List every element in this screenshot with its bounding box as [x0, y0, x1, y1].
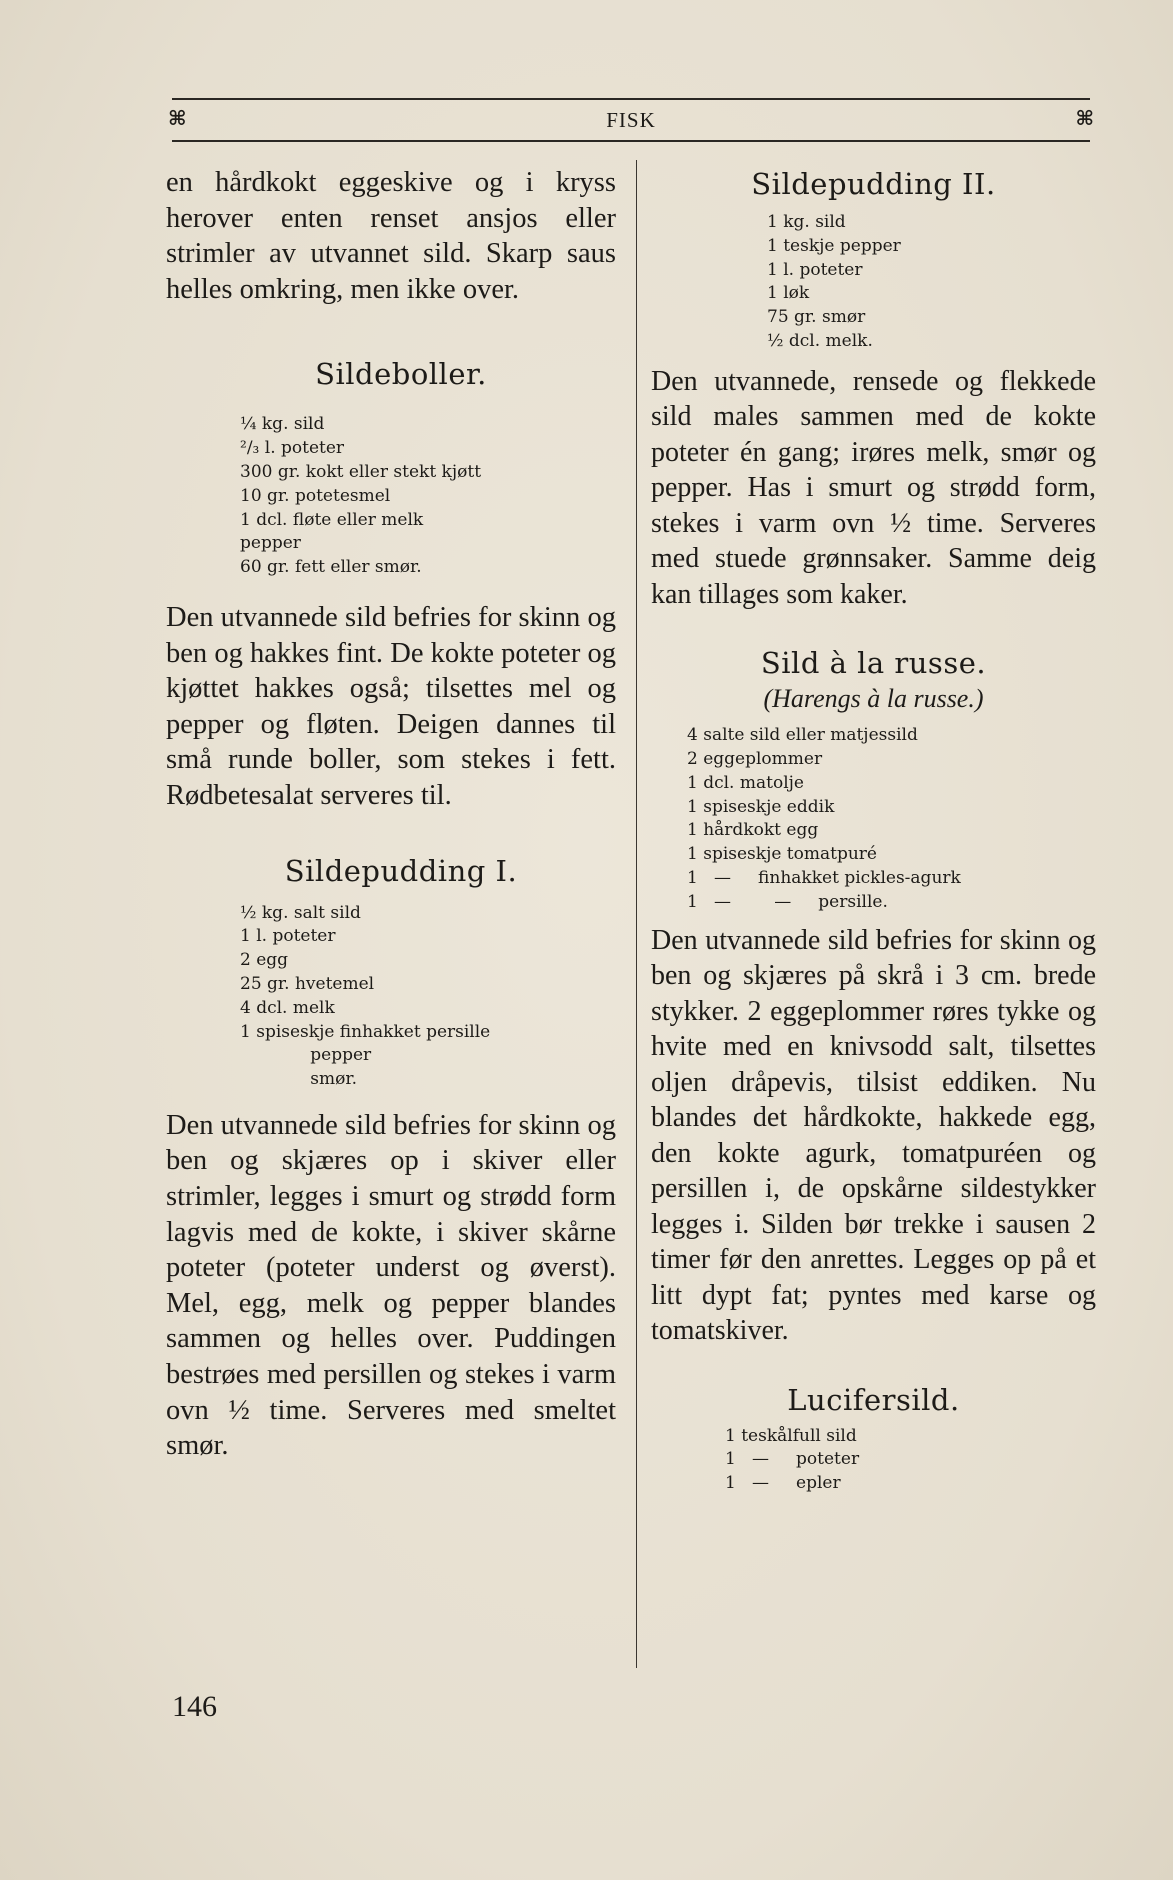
ingredient-line: 60 gr. fett eller smør.: [240, 557, 422, 578]
ingredient-line: 1 hårdkokt egg: [687, 820, 819, 841]
instructions-sildepudding-2: Den utvannede, rensede og flekkede sild males sammen med de kokte poteter én gang; irøres melk, smør og pepper. Has i smurt og strødd form, stekes i varm ovn ½ time. Serveres med stuede grønnsaker. Samme deig kan tillages som kaker.: [651, 365, 1096, 610]
ingredient-line: 1 løk: [767, 283, 810, 304]
ingredients-lucifersild: [725, 1425, 1096, 1496]
recipe-heading-sildepudding-2: Sildepudding II.: [751, 167, 996, 201]
ingredient-line: 1 dcl. matolje: [687, 772, 804, 793]
ingredient-line: 1 l. poteter: [767, 259, 863, 280]
recipe-subheading-harengs: (Harengs à la russe.): [763, 684, 984, 714]
ingredient-line: 1 spiseskje finhakket persille: [240, 1021, 491, 1042]
ingredient-line: 75 gr. smør: [767, 307, 866, 328]
instructions-sildeboller: Den utvannede sild befries for skinn og ben og hakkes fint. De kokte poteter og kjøttet hakkes også; tilsettes mel og pepper og fløten. Deigen dannes til små runde boller, som stekes i fett. Rødbetesalat serveres til.: [166, 601, 616, 811]
ingredient-line: ²/₃ l. poteter: [240, 438, 345, 459]
column-divider: [636, 160, 637, 1668]
instructions-sild-a-la-russe: Den utvannede sild befries for skinn og ben og skjæres på skrå i 3 cm. brede stykker. 2 eggeplommer røres tykke og hvite med en knivsodd salt, tilsettes oljen dråpevis, tilsist eddiken. Nu blandes det hårdkokte, hakkede egg, den kokte agurk, tomatpuréen og persillen i, de opskårne sildestykker legges i. Silden bør trekke i sausen 2 timer før den anrettes. Legges op på et litt dypt fat; pyntes med karse og tomatskiver.: [651, 924, 1096, 1347]
ingredient-line: 1 spiseskje eddik: [687, 796, 835, 817]
page-number: 146: [172, 1690, 217, 1723]
recipe-heading-sild-a-la-russe: Sild à la russe.: [760, 646, 987, 681]
ingredient-line: 1 dcl. fløte eller melk: [240, 509, 424, 530]
ingredients-sild-a-la-russe: [687, 724, 1096, 914]
ornament-left: ⌘: [168, 106, 187, 130]
ingredient-line: 1 — finhakket pickles-agurk: [687, 868, 961, 889]
recipe-heading-sildeboller: Sildeboller.: [315, 357, 487, 392]
ingredient-line: 1 kg. sild: [767, 212, 846, 232]
section-title: FISK: [606, 108, 656, 132]
ingredient-line: ¼ kg. sild: [240, 414, 325, 435]
intro-paragraph: en hårdkokt eggeskive og i kryss herover enten renset ansjos eller strimler av utvannet sild. Skarp saus helles omkring, men ikke over.: [166, 167, 616, 305]
ingredients-sildepudding-1: [240, 902, 616, 1092]
ingredient-line: smør.: [240, 1069, 357, 1090]
ingredient-line: 300 gr. kokt eller stekt kjøtt: [240, 461, 482, 482]
left-column: [166, 165, 616, 1464]
ingredient-line: 10 gr. potetesmel: [240, 485, 391, 506]
ingredient-line: 4 salte sild eller matjessild: [687, 725, 918, 746]
running-header: [168, 98, 1094, 142]
ingredients-sildeboller: [240, 413, 616, 580]
ingredient-line: 2 egg: [240, 950, 289, 971]
ingredient-line: 1 l. poteter: [240, 926, 336, 947]
ingredient-line: ½ kg. salt sild: [240, 902, 361, 923]
right-column: [651, 165, 1096, 1496]
ingredient-line: 4 dcl. melk: [240, 997, 335, 1018]
ingredient-line: 1 — poteter: [725, 1449, 860, 1470]
ingredient-line: 25 gr. hvetemel: [240, 973, 375, 994]
recipe-heading-lucifersild: Lucifersild.: [787, 1382, 960, 1417]
ingredient-line: 1 teskje pepper: [767, 235, 901, 256]
ornament-right: ⌘: [1075, 106, 1094, 130]
ingredient-line: ½ dcl. melk.: [767, 330, 873, 351]
ingredients-sildepudding-2: [767, 211, 1096, 354]
ingredient-line: 1 — — persille.: [687, 891, 888, 912]
ingredient-line: 2 eggeplommer: [687, 749, 823, 770]
ingredient-line: 1 teskålfull sild: [725, 1425, 857, 1446]
recipe-heading-sildepudding-1: Sildepudding I.: [284, 853, 518, 888]
instructions-sildepudding-1: Den utvannede sild befries for skinn og ben og skjæres op i skiver eller strimler, legges i smurt og strødd form lagvis med de kokte, i skiver skårne poteter (poteter underst og øverst). Mel, egg, melk og pepper blandes sammen og helles over. Puddingen bestrøes med persillen og stekes i varm ovn ½ time. Serveres med smeltet smør.: [166, 1109, 616, 1462]
ingredient-line: 1 — epler: [725, 1473, 841, 1494]
ingredient-line: pepper: [240, 1045, 372, 1066]
ingredient-line: pepper: [240, 533, 301, 554]
ingredient-line: 1 spiseskje tomatpuré: [687, 844, 877, 865]
